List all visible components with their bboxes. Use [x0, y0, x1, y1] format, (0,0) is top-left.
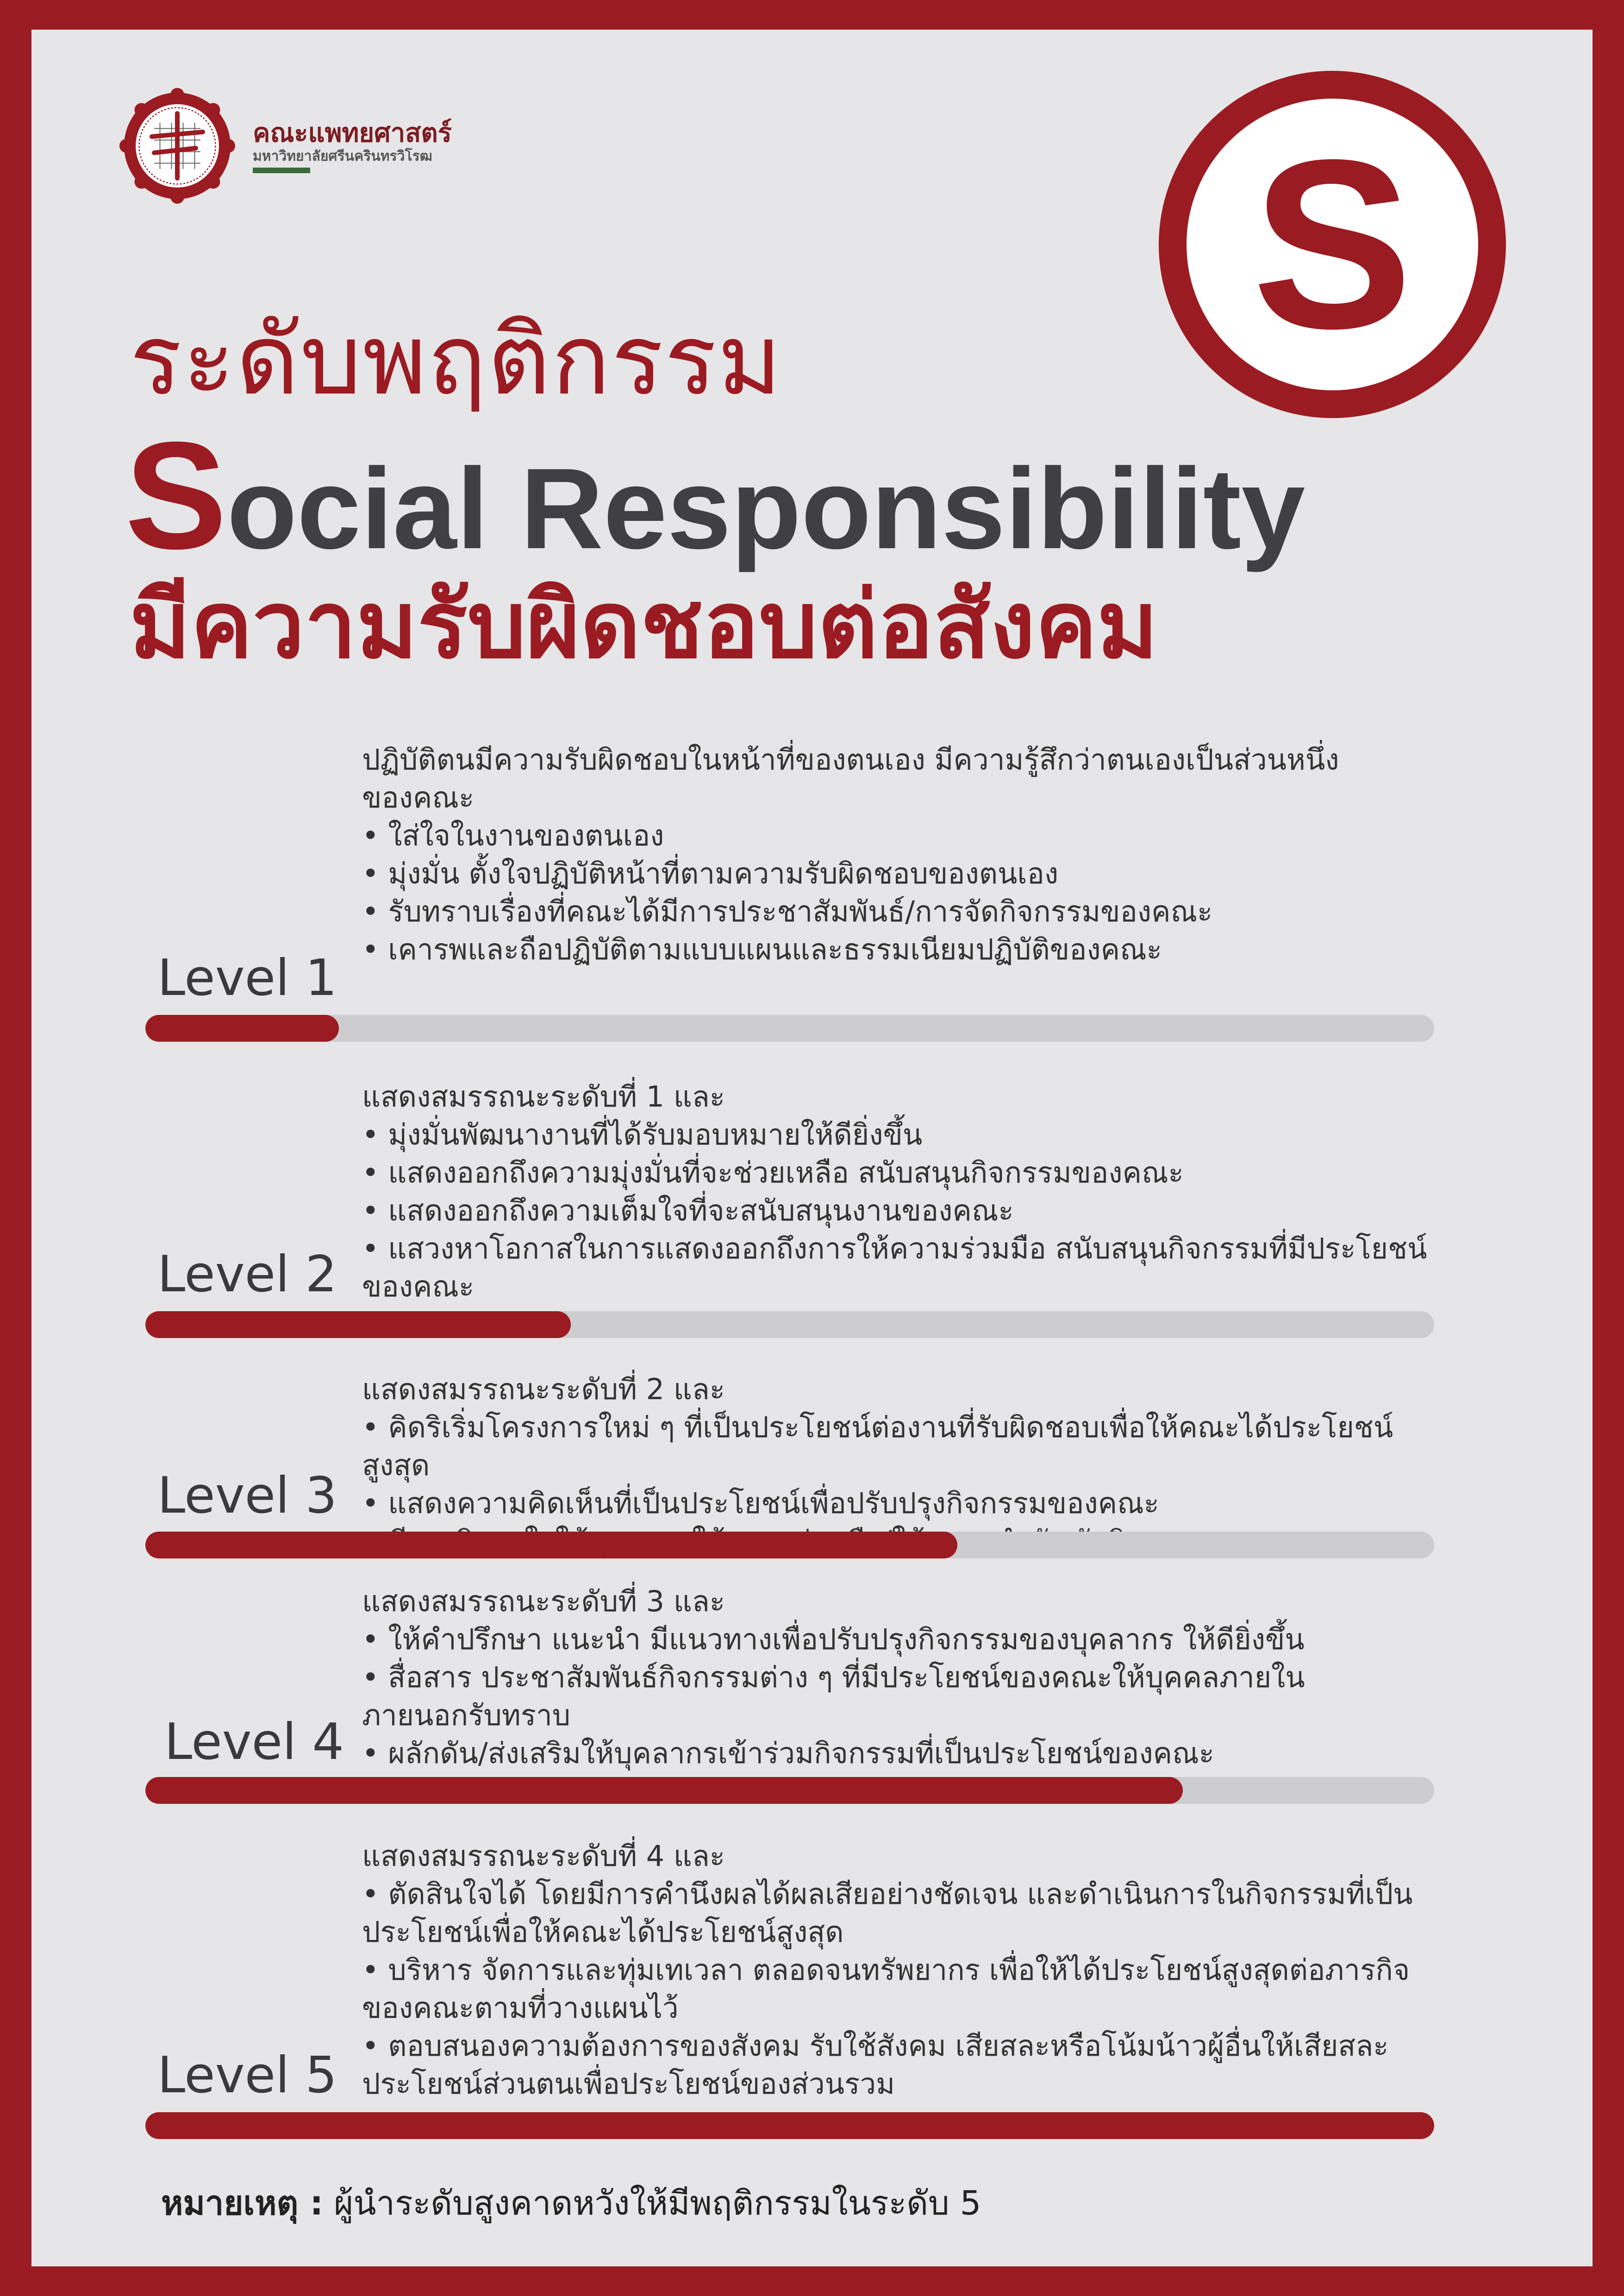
level-4-progress-track	[145, 1777, 1434, 1804]
faculty-seal-logo	[119, 88, 235, 204]
level-2-progress-track	[145, 1311, 1434, 1338]
thai-subheading: มีความรับผิดชอบต่อสังคม	[130, 571, 1158, 679]
faculty-name: คณะแพทยศาสตร์	[253, 118, 452, 148]
english-heading-initial: S	[125, 410, 227, 581]
level-5-label: Level 5	[157, 2046, 337, 2104]
level-5-progress-fill	[145, 2112, 1434, 2139]
level-3-progress-fill	[145, 1532, 957, 1558]
university-name: มหาวิทยาลัยศรีนครินทรวิโรฒ	[253, 148, 432, 164]
level-3-description: แสดงสมรรถนะระดับที่ 2 และ • คิดริเริ่มโครงการใหม่ ๆ ที่เป็นประโยชน์ต่องานที่รับผิดชอบเพื่อให้คณะได้ประโยชน์สูงสุด • แสดงความคิดเห็นที่เป็นประโยชน์เพื่อปรับปรุงกิจกรรมของคณะ	[362, 1372, 1393, 1520]
footnote	[161, 2176, 981, 2229]
level-4-label: Level 4	[164, 1713, 344, 1771]
thai-heading: ระดับพฤติกรรม	[130, 303, 783, 417]
level-3-progress-track	[145, 1532, 1434, 1558]
footnote-label: หมายเหตุ :	[161, 2183, 324, 2222]
level-1-progress-fill	[145, 1015, 339, 1042]
footnote-text: ผู้นำระดับสูงคาดหวังให้มีพฤติกรรมในระดับ 5	[334, 2183, 981, 2222]
level-1-description: ปฏิบัติตนมีความรับผิดชอบในหน้าที่ของตนเอง มีความรู้สึกว่าตนเองเป็นส่วนหนึ่ง ของคณะ • ใส่ใจในงานของตนเอง • มุ่งมั่น ตั้งใจปฏิบัติหน้าที่ตามความรับผิดชอบของตนเอง • รับทราบเรื่องที่คณะได้มีการประชาสัมพันธ์/การจัดกิจกรรมของคณะ • เคารพและถือปฏิบัติตามแบบแผนและธรรมเนียมปฏิบัติของคณะ	[362, 743, 1339, 966]
level-4-description: แสดงสมรรถนะระดับที่ 3 และ • ให้คำปรึกษา แนะนำ มีแนวทางเพื่อปรับปรุงกิจกรรมของบุคลากร ให้ดียิ่งขึ้น • สื่อสาร ประชาสัมพันธ์กิจกรรมต่าง ๆ ที่มีประโยชน์ของคณะให้บุคคลภายใน ภายนอกรับทราบ • ผลักดัน/ส่งเสริมให้บุคลากรเข้าร่วมกิจกรรมที่เป็นประโยชน์ของคณะ	[362, 1584, 1305, 1770]
level-1-label: Level 1	[157, 949, 337, 1007]
level-2-description: แสดงสมรรถนะระดับที่ 1 และ • มุ่งมั่นพัฒนางานที่ได้รับมอบหมายให้ดียิ่งขึ้น • แสดงออกถึงความมุ่งมั่นที่จะช่วยเหลือ สนับสนุนกิจกรรมของคณะ • แสดงออกถึงความเต็มใจที่จะสนับสนุนงานของคณะ • แสวงหาโอกาสในการแสดงออกถึงการให้ความร่วมมือ สนับสนุนกิจกรรมที่มีประโยชน์ ของคณะ	[362, 1080, 1427, 1303]
level-2-progress-fill	[145, 1311, 571, 1338]
level-3-label: Level 3	[157, 1467, 337, 1525]
level-5-progress-track	[145, 2112, 1434, 2139]
s-badge-letter: S	[1252, 110, 1413, 379]
level-4-progress-fill	[145, 1777, 1183, 1804]
logo-underline	[253, 168, 310, 173]
level-2-label: Level 2	[157, 1245, 337, 1303]
level-5-description: แสดงสมรรถนะระดับที่ 4 และ • ตัดสินใจได้ โดยมีการคำนึงผลได้ผลเสียอย่างชัดเจน และดำเนินการในกิจกรรมที่เป็น ประโยชน์เพื่อให้คณะได้ประโยชน์สูงสุด • บริหาร จัดการและทุ่มเทเวลา ตลอดจนทรัพยากร เพื่อให้ได้ประโยชน์สูงสุดต่อภารกิจ ของคณะตามที่วางแผนไว้ • ตอบสนองความต้องการของสังคม รับใช้สังคม เสียสละหรือโน้มน้าวผู้อื่นให้เสียสละ ประโยชน์ส่วนตนเพื่อประโยชน์ของส่วนรวม	[362, 1839, 1413, 2101]
level-1-progress-track	[145, 1015, 1434, 1042]
english-heading-rest: ocial Responsibility	[227, 444, 1305, 573]
